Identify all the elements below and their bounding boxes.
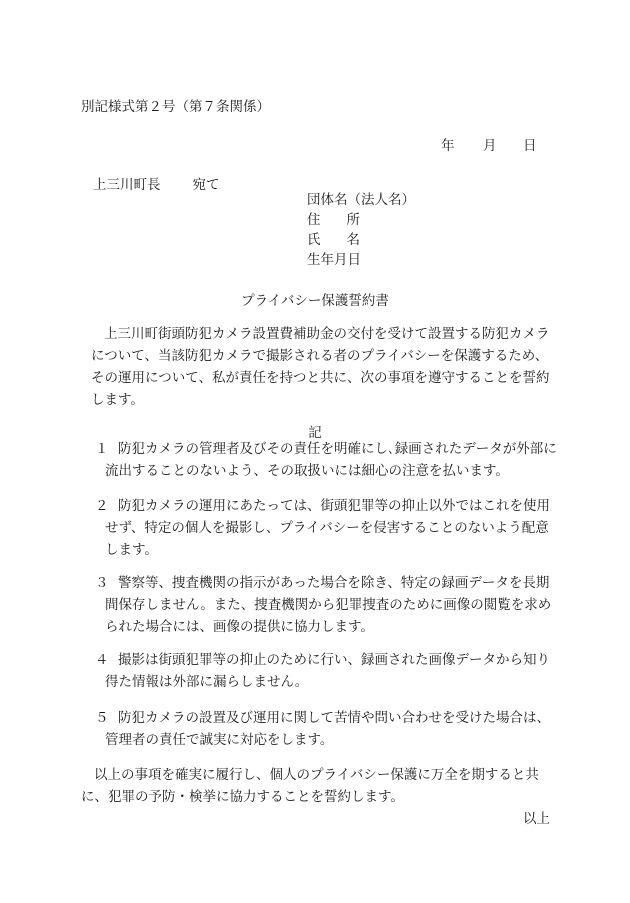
item-number: ３ xyxy=(95,575,109,591)
addressee xyxy=(93,173,220,193)
intro-paragraph: 上三川町街頭防犯カメラ設置費補助金の交付を受けて設置する防犯カメラについて、当該防犯カメラで撮影される者のプライバシーを保護するため、その運用について、私が責任を持つと共に、次の事項を遵守することを誓約します。 xyxy=(91,326,550,408)
list-item xyxy=(95,649,557,693)
org-name-label: 団体名（法人名） xyxy=(307,192,415,208)
item-number: １ xyxy=(95,441,109,457)
closing-paragraph: 以上の事項を確実に履行し、個人のプライバシー保護に万全を期すると共に、犯罪の予防・検挙に協力することを誓約します。 xyxy=(81,767,539,805)
item-text: 防犯カメラの管理者及びその責任を明確にし､録画されたデータが外部に流出することのないよう、その取扱いには細心の注意を払います。 xyxy=(105,441,557,479)
item-number: ５ xyxy=(95,710,109,726)
form-number: 別記様式第２号（第７条関係） xyxy=(81,99,270,115)
item-number: ２ xyxy=(95,498,109,514)
ki-heading: 記 xyxy=(308,425,322,441)
applicant-block xyxy=(307,190,415,270)
list-item xyxy=(95,707,557,751)
list-item xyxy=(95,572,557,638)
list-item xyxy=(95,438,557,482)
name-label: 氏 名 xyxy=(307,232,360,248)
date-month-label: 月 xyxy=(483,138,497,154)
closing-ijo: 以上 xyxy=(523,811,550,827)
date-year-label: 年 xyxy=(441,138,455,154)
address-label: 住 所 xyxy=(307,212,360,228)
item-text: 防犯カメラの設置及び運用に関して苦情や問い合わせを受けた場合は、管理者の責任で誠実に対応をします。 xyxy=(105,710,550,748)
item-number: ４ xyxy=(95,652,109,668)
item-text: 撮影は街頭犯罪等の抑止のために行い、録画された画像データから知り得た情報は外部に漏らしません。 xyxy=(105,652,550,690)
item-text: 防犯カメラの運用にあたっては、街頭犯罪等の抑止以外ではこれを使用せず、特定の個人を撮影し、プライバシーを侵害することのないよう配意します。 xyxy=(105,498,550,558)
addressee-name: 上三川町長 xyxy=(93,177,161,193)
date-line xyxy=(441,134,537,154)
birthdate-label: 生年月日 xyxy=(307,252,361,268)
document-title: プライバシー保護誓約書 xyxy=(241,293,389,309)
list-item xyxy=(95,495,557,561)
addressee-suffix: 宛て xyxy=(192,177,220,193)
item-text: 警察等、捜査機関の指示があった場合を除き、特定の録画データを長期間保存しません。また、捜査機関から犯罪捜査のために画像の閲覧を求められた場合には、画像の提供に協力します。 xyxy=(105,575,552,635)
date-day-label: 日 xyxy=(523,138,537,154)
